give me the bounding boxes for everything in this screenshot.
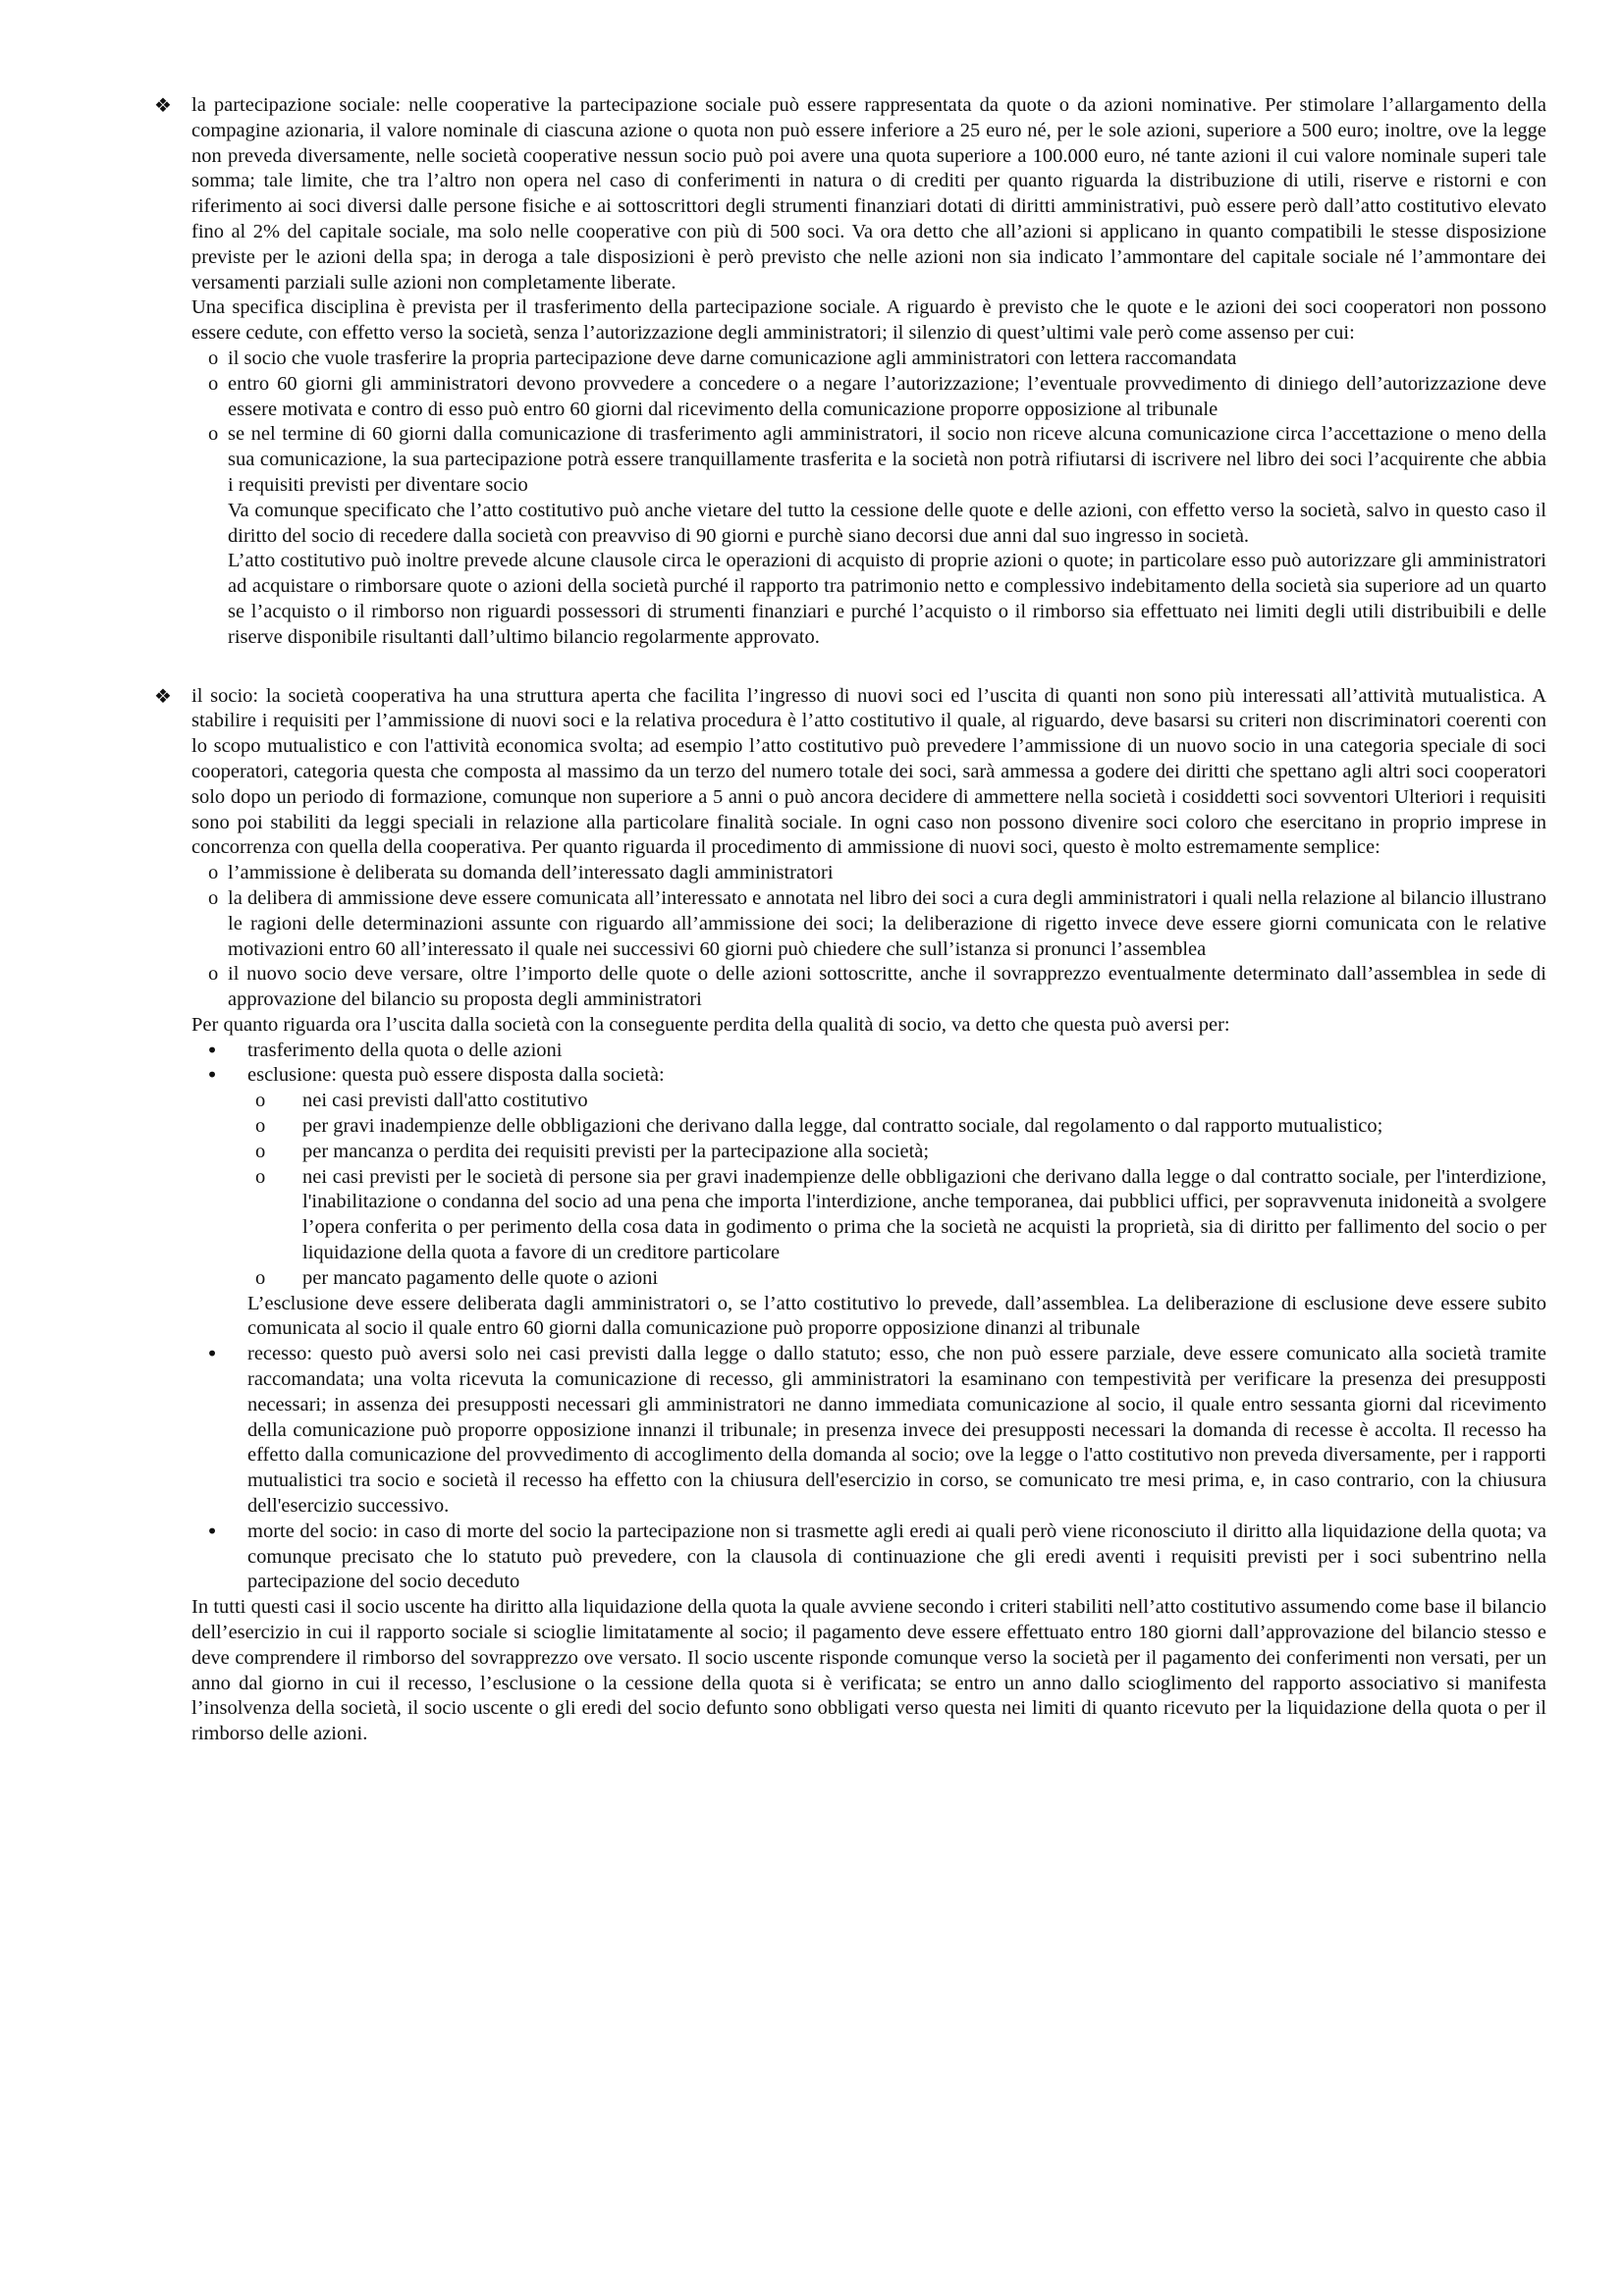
list-item: o se nel termine di 60 giorni dalla comunicazione di trasferimento agli amministratori, il socio non riceve alcuna comunicazione circa l’accettazione o meno della sua comunicazione, la sua partecipazione potrà essere tranquillamente trasferita e la società non potrà rifiutarsi di iscrivere nel libro dei soci l’acquirente che abbia i requisiti previsti per diventare socio <box>191 422 1546 498</box>
list-item: o l’ammissione è deliberata su domanda dell’interessato dagli amministratori <box>191 861 1546 886</box>
transfer-list <box>191 347 1546 499</box>
section-intro: il socio: la società cooperativa ha una struttura aperta che facilita l’ingresso di nuovi soci ed l’uscita di quanti non sono più interessati all’attività mutualistica. A stabilire i requisiti per l’ammissione di nuovi soci e la relativa procedura è l’atto costitutivo il quale, al riguardo, deve basarsi su criteri non discriminatori coerenti con lo scopo mutualistico e con l'attività economica svolta; ad esempio l’atto costitutivo può prevedere l’ammissione di un nuovo socio in una categoria speciale di soci cooperatori, categoria questa che composta al massimo da un terzo del numero totale dei soci, sarà ammessa a godere dei diritti che spettano agli altri soci cooperatori solo dopo un periodo di formazione, comunque non superiore a 5 anni o può ancora decidere di ammettere nella società i cosiddetti soci sovventori Ulteriori i requisiti sono poi stabiliti da leggi speciali in relazione alla particolare finalità sociale. In ogni caso non possono divenire soci coloro che esercitano in proprio imprese in concorrenza con quella della cooperativa. Per quanto riguarda il procedimento di ammissione di nuovi soci, questo è molto estremamente semplice: <box>191 684 1546 859</box>
exit-list <box>191 1039 1546 1596</box>
exit-exclusion-text: • esclusione: questa può essere disposta dalla società: <box>247 1064 665 1087</box>
exit-withdrawal-text: • recesso: questo può aversi solo nei casi previsti dalla legge o dallo statuto; esso, che non può essere parziale, deve essere comunicato alla società tramite raccomandata; una volta ricevuta la comunicazione di recesso, gli amministratori la esaminano con tempestività per verificare la presenza dei presupposti necessari; in assenza dei presupposti necessari gli amministratori ne danno immediata comunicazione al socio, il quale entro sessanta giorni dal ricevimento della comunicazione può proporre opposizione innanzi il tribunale; in presenza invece dei presupposti necessari la domanda di recesse è accolta. Il recesso ha effetto dalla comunicazione del provvedimento di accoglimento della domanda al socio; ove la legge o l'atto costitutivo non preveda diversamente, per i rapporti mutualistici tra socio e società il recesso ha effetto con la chiusura dell'esercizio in corso, se comunicato tre mesi prima, e, in caso contrario, con la chiusura dell'esercizio successivo. <box>247 1343 1546 1518</box>
exit-death <box>191 1520 1546 1595</box>
section-partecipazione-sociale <box>154 93 1546 651</box>
list-item: o per mancato pagamento delle quote o azioni <box>247 1266 1546 1292</box>
exit-death-text: • morte del socio: in caso di morte del socio la partecipazione non si trasmette agli eredi ai quali però viene riconosciuto il diritto alla liquidazione della quota; va comunque precisato che lo statuto può prevedere, con la clausola di continuazione che gli eredi aventi i requisiti previsti per i soci subentrino nella partecipazione del socio deceduto <box>247 1520 1546 1593</box>
paragraph-acquisto-azioni: L’atto costitutivo può inoltre prevede alcune clausole circa le operazioni di acquisto di proprie azioni o quote; in particolare esso può autorizzare gli amministratori ad acquistare o rimborsare quote o azioni della società purché il rapporto tra patrimonio netto e complessivo indebitamento della società sia superiore ad un quarto se l’acquisto o il rimborso non riguardi possessori di strumenti finanziari e purché l’acquisto o il rimborso sia effettuato nei limiti degli utili distribuibili e delle riserve disponibile risultanti dall’ultimo bilancio regolarmente approvato. <box>228 550 1546 648</box>
document-page <box>154 93 1546 1747</box>
section-il-socio <box>154 683 1546 1747</box>
list-item: o il nuovo socio deve versare, oltre l’importo delle quote o delle azioni sottoscritte, anche il sovrapprezzo eventualmente determinato dall’assemblea in sede di approvazione del bilancio su proposta degli amministratori <box>191 962 1546 1013</box>
paragraph-divieto-cessione: Va comunque specificato che l’atto costitutivo può anche vietare del tutto la cessione delle quote e delle azioni, con effetto verso la società, salvo in questo caso il diritto del socio di recedere dalla società con preavviso di 90 giorni e purchè siano decorsi due anni dal suo ingresso in società. <box>228 499 1546 547</box>
diamond-bullet-icon: ❖ <box>154 93 172 117</box>
list-item: o nei casi previsti per le società di persone sia per gravi inadempienze delle obbligazioni che derivano dalla legge o dal contratto sociale, per l'interdizione, l'inabilitazione o condanna del socio ad una pena che importa l'interdizione, anche temporanea, dai pubblici uffici, per sopravvenuta inidoneità a svolgere l’opera conferita o per perimento della cosa data in godimento o prima che la società ne acquisti la proprietà, sia di diritto per fallimento del socio o per liquidazione della quota a favore di un creditore particolare <box>247 1165 1546 1266</box>
paragraph-liquidazione: In tutti questi casi il socio uscente ha diritto alla liquidazione della quota la quale avviene secondo i criteri stabiliti nell’atto costitutivo assumendo come base il bilancio dell’esercizio in cui il rapporto sociale si scioglie limitatamente al socio; il pagamento deve essere effettuato entro 180 giorni dall’approvazione del bilancio stesso e deve comprendere il rimborso del sovrapprezzo ove versato. Il socio uscente risponde comunque verso la società per il pagamento dei conferimenti non versati, per un anno dal giorno in cui il recesso, l’esclusione o la cessione della quota si è verificata; se entro un anno dallo scioglimento del rapporto associativo si manifesta l’insolvenza della società, il socio uscente o gli eredi del socio defunto sono obbligati verso questa nei limiti di quanto ricevuto per la liquidazione della quota o per il rimborso delle azioni. <box>191 1596 1546 1745</box>
diamond-bullet-icon: ❖ <box>154 683 172 708</box>
list-item: o per gravi inadempienze delle obbligazioni che derivano dalla legge, dal contratto sociale, dal regolamento o dal rapporto mutualistico; <box>247 1114 1546 1140</box>
list-item: o la delibera di ammissione deve essere comunicata all’interessato e annotata nel libro dei soci a cura degli amministratori i quali nella relazione al bilancio illustrano le ragioni delle determinazioni assunte con riguardo all’ammissione dei soci; la deliberazione di rigetto invece deve essere giorni comunicata con le relative motivazioni entro 60 all’interessato il quale nei successivi 60 giorni può chiedere che sull’istanza si pronunci l’assemblea <box>191 886 1546 962</box>
exit-exclusion <box>191 1063 1546 1342</box>
exit-transfer <box>191 1039 1546 1064</box>
list-item: o per mancanza o perdita dei requisiti previsti per la partecipazione alla società; <box>247 1140 1546 1165</box>
list-item: o nei casi previsti dall'atto costitutivo <box>247 1089 1546 1114</box>
exclusion-note: L’esclusione deve essere deliberata dagli amministratori o, se l’atto costitutivo lo prevede, dall’assemblea. La deliberazione di esclusione deve essere subito comunicata al socio il quale entro 60 giorni dalla comunicazione può proporre opposizione dinanzi al tribunale <box>247 1292 1546 1340</box>
paragraph-trasferimento: Una specifica disciplina è prevista per il trasferimento della partecipazione sociale. A riguardo è previsto che le quote e le azioni dei soci cooperatori non possono essere cedute, con effetto verso la società, senza l’autorizzazione degli amministratori; il silenzio di quest’ultimi vale però come assenso per cui: <box>191 296 1546 345</box>
paragraph-uscita: Per quanto riguarda ora l’uscita dalla società con la conseguente perdita della qualità di socio, va detto che questa può aversi per: <box>191 1013 1230 1036</box>
list-item: o il socio che vuole trasferire la propria partecipazione deve darne comunicazione agli amministratori con lettera raccomandata <box>191 347 1546 372</box>
admission-list <box>191 861 1546 1013</box>
exit-withdrawal <box>191 1342 1546 1520</box>
list-item: o entro 60 giorni gli amministratori devono provvedere a concedere o a negare l’autorizzazione; l’eventuale provvedimento di diniego dell’autorizzazione deve essere motivata e contro di esso può entro 60 giorni dal ricevimento della comunicazione proporre opposizione al tribunale <box>191 372 1546 423</box>
exit-transfer-text: • trasferimento della quota o delle azioni <box>247 1039 563 1061</box>
section-intro: la partecipazione sociale: nelle cooperative la partecipazione sociale può essere rappresentata da quote o da azioni nominative. Per stimolare l’allargamento della compagine azionaria, il valore nominale di ciascuna azione o quota non può essere inferiore a 25 euro né, per le sole azioni, superiore a 500 euro; inoltre, ove la legge non preveda diversamente, nelle società cooperative nessun socio può poi avere una quota superiore a 100.000 euro, né tante azioni il cui valore nominale superi tale somma; tale limite, che tra l’altro non opera nel caso di conferimenti in natura o di crediti per quanto riguarda la distribuzione di utili, riserve e ristorni e con riferimento ai soci diversi dalle persone fisiche e ai sottoscrittori degli strumenti finanziari dotati di diritti amministrativi, può essere però dall’atto costitutivo elevato fino al 2% del capitale sociale, ma solo nelle cooperative con più di 500 soci. Va ora detto che all’azioni si applicano in quanto compatibili le stesse disposizione previste per le azioni della spa; in deroga a tale disposizioni è però previsto che nelle azioni non sia indicato l’ammontare del capitale sociale né l’ammontare dei versamenti parziali sulle azioni non completamente liberate. <box>191 94 1546 294</box>
exclusion-cases-list <box>247 1089 1546 1291</box>
